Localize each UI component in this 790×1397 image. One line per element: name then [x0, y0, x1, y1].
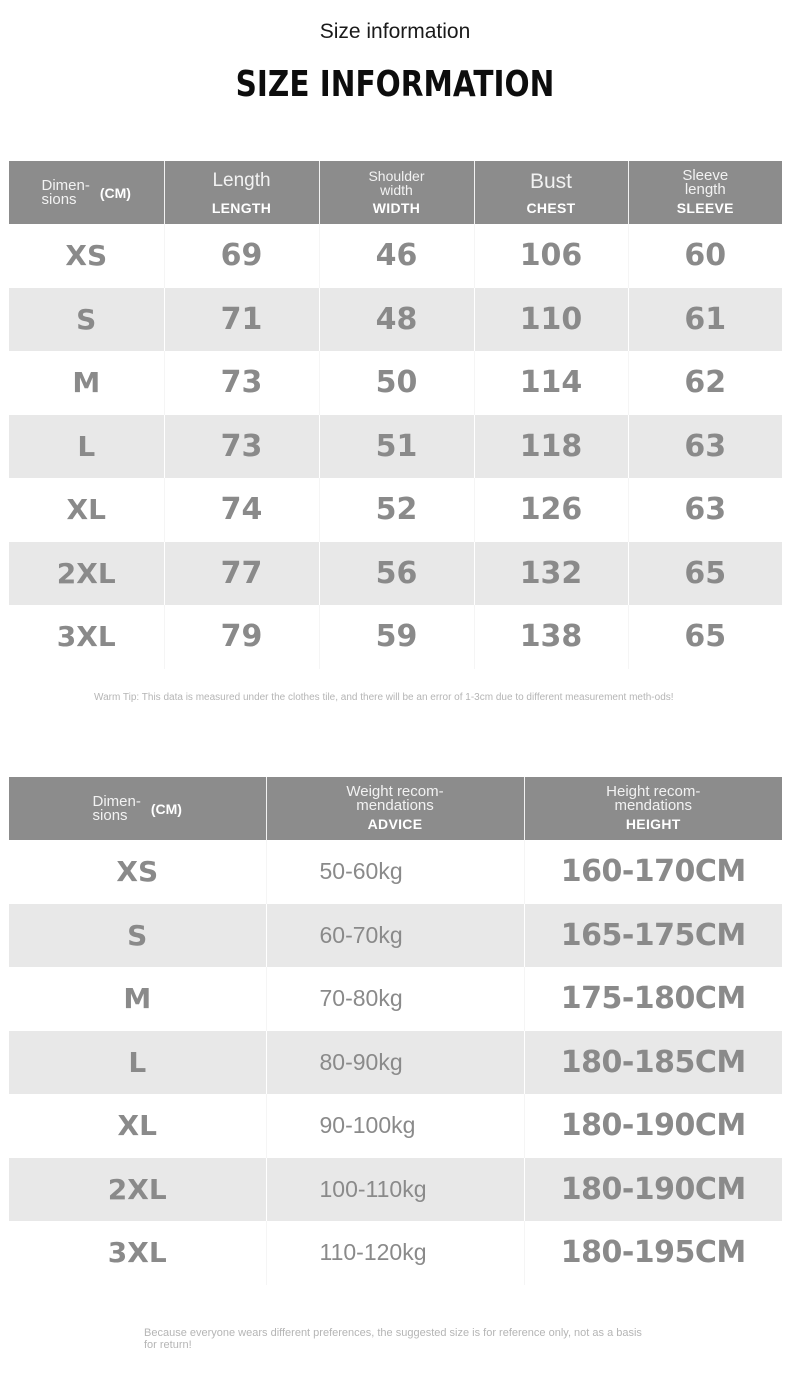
- length-cell: 73: [164, 351, 319, 415]
- reference-disclaimer: Because everyone wears different preferences, the suggested size is for reference only, not as a basis for return!: [144, 1327, 642, 1351]
- sleeve-header-caps: SLEEVE: [676, 200, 734, 216]
- table-header-row: [9, 777, 782, 840]
- table-row: [9, 478, 782, 542]
- chest-header-caps: CHEST: [526, 199, 576, 216]
- weight-cell: 60-70kg: [266, 904, 524, 968]
- sleeve-header-label-line2: length: [684, 181, 726, 198]
- dimensions-label-line1: Dimen-: [92, 792, 141, 810]
- dimensions-label-line2: sions: [41, 190, 77, 208]
- weight-header-label-line2: mendations: [356, 797, 434, 814]
- length-header-label: Length: [212, 169, 271, 191]
- width-cell: 46: [319, 224, 474, 288]
- page-subtitle: Size information: [319, 20, 471, 43]
- sleeve-cell: 61: [628, 288, 782, 352]
- width-header: [319, 161, 474, 224]
- table-row: [9, 542, 782, 606]
- sleeve-cell: 60: [684, 238, 727, 274]
- height-cell: 180-195CM: [560, 1235, 746, 1271]
- weight-cell: 90-100kg: [266, 1094, 524, 1158]
- table-row: [9, 967, 782, 1031]
- size-measurement-table: [9, 161, 782, 669]
- size-cell: 3XL: [9, 1221, 266, 1285]
- weight-cell: 70-80kg: [266, 967, 524, 1031]
- length-cell: 77: [164, 542, 319, 606]
- width-header-label-line2: width: [380, 182, 413, 198]
- height-cell: 180-190CM: [560, 1108, 746, 1144]
- chest-header-label: Bust: [529, 169, 573, 193]
- length-cell: 71: [164, 288, 319, 352]
- table-row: [9, 415, 782, 479]
- width-cell: 48: [319, 288, 474, 352]
- sleeve-cell: 65: [628, 542, 782, 606]
- table-row: [9, 1221, 782, 1285]
- chest-cell: 114: [474, 351, 628, 415]
- table-row: [9, 1094, 782, 1158]
- size-cell: XL: [9, 478, 164, 542]
- table-row: [9, 351, 782, 415]
- weight-cell: 100-110kg: [266, 1158, 524, 1222]
- width-header-caps: WIDTH: [372, 200, 421, 216]
- size-cell: S: [9, 288, 164, 352]
- weight-cell: 50-60kg: [266, 840, 524, 904]
- length-header: [164, 161, 319, 224]
- height-cell: 160-170CM: [560, 854, 746, 890]
- size-cell: XL: [9, 1094, 266, 1158]
- width-cell: 51: [319, 415, 474, 479]
- table-header-row: [9, 161, 782, 224]
- chest-header: [474, 161, 628, 224]
- size-cell: XS: [9, 224, 164, 288]
- sleeve-cell: 62: [684, 365, 727, 401]
- height-header: [524, 777, 782, 840]
- height-header-caps: HEIGHT: [625, 816, 681, 832]
- chest-cell: 118: [474, 415, 628, 479]
- height-cell: 180-190CM: [524, 1158, 782, 1222]
- width-cell: 52: [319, 478, 474, 542]
- width-cell: 56: [319, 542, 474, 606]
- height-cell: 180-185CM: [524, 1031, 782, 1095]
- dimensions-unit: (CM): [99, 184, 131, 201]
- weight-header-label-line1: Weight recom-: [346, 783, 444, 800]
- size-cell: 2XL: [9, 542, 164, 606]
- measurement-tip: Warm Tip: This data is measured under the clothes tile, and there will be an error of 1-3cm due to different measurement meth-ods!: [94, 692, 674, 703]
- table-row: [9, 1158, 782, 1222]
- length-header-caps: LENGTH: [211, 199, 272, 216]
- length-cell: 73: [164, 415, 319, 479]
- sleeve-header: [628, 161, 782, 224]
- size-cell: XS: [9, 840, 266, 904]
- height-header-label-line2: mendations: [614, 797, 693, 814]
- sleeve-cell: 63: [684, 492, 727, 528]
- size-cell: M: [9, 351, 164, 415]
- dimensions-header: [9, 777, 266, 840]
- height-cell: 165-175CM: [524, 904, 782, 968]
- size-recommendation-table: [9, 777, 782, 1285]
- width-cell: 50: [319, 351, 474, 415]
- size-cell: L: [9, 415, 164, 479]
- height-header-label-line1: Height recom-: [606, 783, 701, 800]
- table-row: [9, 288, 782, 352]
- chest-cell: 138: [474, 605, 628, 669]
- length-cell: 74: [164, 478, 319, 542]
- size-cell: M: [9, 967, 266, 1031]
- table-row: [9, 840, 782, 904]
- sleeve-cell: 65: [684, 619, 727, 655]
- height-cell: 175-180CM: [560, 981, 746, 1017]
- chest-cell: 106: [474, 224, 628, 288]
- width-cell: 59: [319, 605, 474, 669]
- chest-cell: 126: [474, 478, 628, 542]
- weight-cell: 80-90kg: [266, 1031, 524, 1095]
- table-row: [9, 605, 782, 669]
- sleeve-header-label-line1: Sleeve: [682, 167, 729, 184]
- page-title: SIZE INFORMATION: [235, 64, 555, 105]
- dimensions-label-line1: Dimen-: [41, 176, 90, 194]
- size-cell: 3XL: [9, 605, 164, 669]
- dimensions-unit: (CM): [150, 800, 182, 817]
- weight-header-caps: ADVICE: [367, 816, 423, 832]
- width-header-label-line1: Shoulder: [368, 168, 425, 184]
- weight-cell: 110-120kg: [266, 1221, 524, 1285]
- table-row: [9, 224, 782, 288]
- chest-cell: 132: [474, 542, 628, 606]
- table-row: [9, 1031, 782, 1095]
- size-cell: 2XL: [9, 1158, 266, 1222]
- dimensions-label-line2: sions: [92, 806, 128, 824]
- length-cell: 79: [164, 605, 319, 669]
- size-cell: L: [9, 1031, 266, 1095]
- chest-cell: 110: [474, 288, 628, 352]
- length-cell: 69: [164, 224, 319, 288]
- dimensions-header: [9, 161, 164, 224]
- table-row: [9, 904, 782, 968]
- weight-header: [266, 777, 524, 840]
- size-cell: S: [9, 904, 266, 968]
- sleeve-cell: 63: [628, 415, 782, 479]
